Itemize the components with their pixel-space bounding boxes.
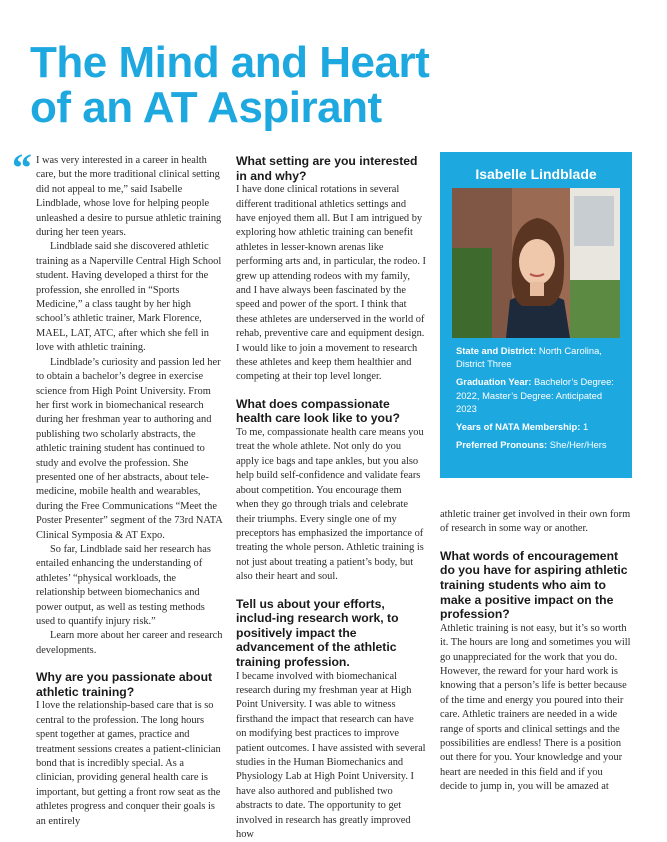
- fact-graduation-year: Graduation Year: Bachelor’s Degree: 2022, Master’s Degree: Anticipated 2023: [456, 375, 624, 415]
- section-heading: What setting are you interested in and why?: [236, 154, 426, 183]
- opening-quote-mark: “: [12, 148, 32, 188]
- intro-paragraph: So far, Lindblade said her research has entailed enhancing the understanding of athletes’ “physical workloads, the relationship between biomechanics and power output, as well as testing methods used to quantify injury risk.”: [36, 543, 224, 629]
- profile-photo: [452, 188, 620, 338]
- fact-nata-membership: Years of NATA Membership: 1: [456, 420, 624, 433]
- fact-pronouns: Preferred Pronouns: She/Her/Hers: [456, 438, 624, 451]
- section-body: To me, compassionate health care means you treat the whole athlete. Not only do you apply ice bags and tape ankles, but you also help build self-confidence and validate fears about competition. You encourage them when they go through trials and celebrate their triumphs. Every single one of my preceptors has emphasized the importance of treating the whole person. Athletic training is not just about treating a patient’s body, but also their heart and soul.: [236, 426, 426, 584]
- section-body: I have done clinical rotations in several different traditional athletics settings and have enjoyed them all. But I am intrigued by exploring how athletic training can benefit athletes in lesser-known arenas like performing arts and, in particular, the rodeo. I grew up attending rodeos with my family, and I have always been fascinated by the speed and power of the sport. I think that these athletes are underserved in the world of rehab, preventive care and equipment design. I would like to join a movement to research these athletes and keep them healthier and competing at their top level longer.: [236, 183, 426, 385]
- section-heading: Tell us about your efforts, includ-ing research work, to positively impact the advancement of the athletic training profession.: [236, 597, 426, 670]
- fact-state-district: State and District: North Carolina, District Three: [456, 344, 624, 370]
- intro-paragraph: Learn more about her career and research developments.: [36, 629, 224, 658]
- section-body: I became involved with biomechanical research during my freshman year at High Point University. I was able to witness firsthand the impact that research can have on modifying best practices to improve patient outcomes. I have assisted with several studies in the Human Biomechanics and Physiology Lab at High Point University. I have also authored and published two abstracts to date. The opportunity to get involved in research has greatly improved how: [236, 670, 426, 842]
- intro-paragraph: Lindblade said she discovered athletic training as a Naperville Central High School student. Having developed a thirst for the profession, she enrolled in “Sports Medicine,” a class taught by her high school’s athletic trainer, Mark Florence, MAEL, LAT, ATC, after which she fell in love with athletic training.: [36, 240, 224, 355]
- section-body: Athletic training is not easy, but it’s so worth it. The hours are long and sometimes you will go unappreciated for the work that you do. However, the reward for your hard work is knowing that a person’s life is better because of the time and energy you poured into their care. Athletic trainers are needed in a wide range of sports and clinical settings and the possibilities are endless! There is a position out there for you. Your knowledge and your heart are needed in this field and if you decide to jump in, you will be amazed at: [440, 622, 632, 795]
- profile-facts: [456, 344, 624, 456]
- section-heading: Why are you passionate about athletic training?: [36, 670, 224, 699]
- section-heading: What words of encouragement do you have for aspiring athletic training students who aim to make a positive impact on the profession?: [440, 549, 632, 622]
- section-body: I love the relationship-based care that is so central to the profession. The long hours spent together at games, practice and treatment sessions creates a patient-clinician bond that is incredibly special. As a clinician, providing general health care is important, but getting a front row seat as the athletes progress and conquer their goals is an entirely: [36, 699, 224, 829]
- title-line-2: of an AT Aspirant: [30, 83, 382, 132]
- intro-paragraph: I was very interested in a career in health care, but the more traditional clinical setting did not appeal to me,” said Isabelle Lindbladе, whose love for helping people unleashed a desire to pursue athletic training during her teen years.: [36, 154, 224, 240]
- column-2: [236, 154, 426, 842]
- title-line-1: The Mind and Heart: [30, 38, 429, 87]
- article-title: [30, 40, 429, 130]
- intro-paragraph: Lindblade’s curiosity and passion led her to obtain a bachelor’s degree in exercise science from High Point University. From her first work in biomechanical research during her freshman year to authoring and publishing two scholarly abstracts, the athletic training student has continued to study and evolve the profession. She presented one of her abstracts, about tele-medicine, mobile health and wearables, during the Free Communications “Meet the Poster Presenter” segment of the 73rd NATA Clinical Symposia & AT Expo.: [36, 356, 224, 543]
- section-heading: What does compassionate health care look like to you?: [236, 397, 426, 426]
- column-3: [440, 508, 632, 795]
- profile-sidebar: [440, 152, 632, 478]
- column-1: [36, 154, 224, 829]
- section-lead-in: athletic trainer get involved in their own form of research in some way or another.: [440, 508, 632, 537]
- profile-name: Isabelle Lindblade: [440, 166, 632, 182]
